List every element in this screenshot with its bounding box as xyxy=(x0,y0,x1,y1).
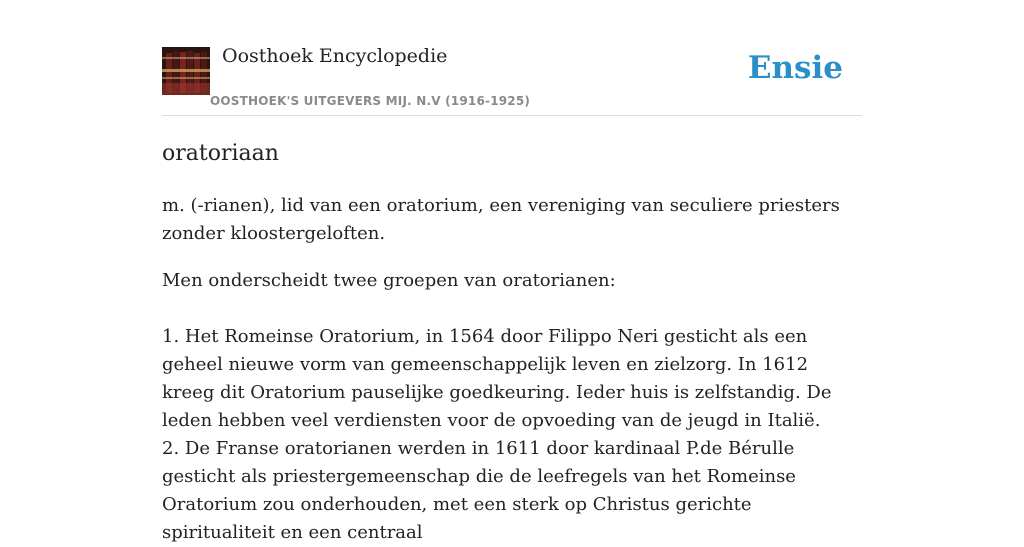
book-spines-icon xyxy=(162,47,210,95)
list-item: 1. Het Romeinse Oratorium, in 1564 door Filippo Neri gesticht als een geheel nieuwe vorm van gemeenschappelijk leven en zielzorg. In 1612 kreeg dit Oratorium pauselijke goedkeuring. Ieder huis is zelfstandig. De leden hebben veel verdiensten voor de opvoeding van de jeugd in Italië. xyxy=(162,326,832,431)
source-subtitle: OOSTHOEK'S UITGEVERS MIJ. N.V (1916-1925) xyxy=(210,94,531,108)
article xyxy=(162,138,862,547)
article-list xyxy=(162,323,862,547)
source-header xyxy=(162,0,862,116)
article-headword: oratoriaan xyxy=(162,141,279,166)
list-item: 2. De Franse oratorianen werden in 1611 door kardinaal P.de Bérulle gesticht als priestergemeenschap die de leefregels van het Romeinse Oratorium zou onderhouden, met een sterk op Christus gerichte spiritualiteit en een centraal xyxy=(162,438,796,543)
brand-logo[interactable]: Ensie xyxy=(747,50,843,86)
article-paragraph: m. (-rianen), lid van een oratorium, een vereniging van seculiere priesters zonder kloostergeloften. xyxy=(162,195,840,244)
source-title[interactable]: Oosthoek Encyclopedie xyxy=(222,45,448,67)
avatar[interactable] xyxy=(162,47,210,95)
article-paragraph: Men onderscheidt twee groepen van oratorianen: xyxy=(162,270,616,291)
